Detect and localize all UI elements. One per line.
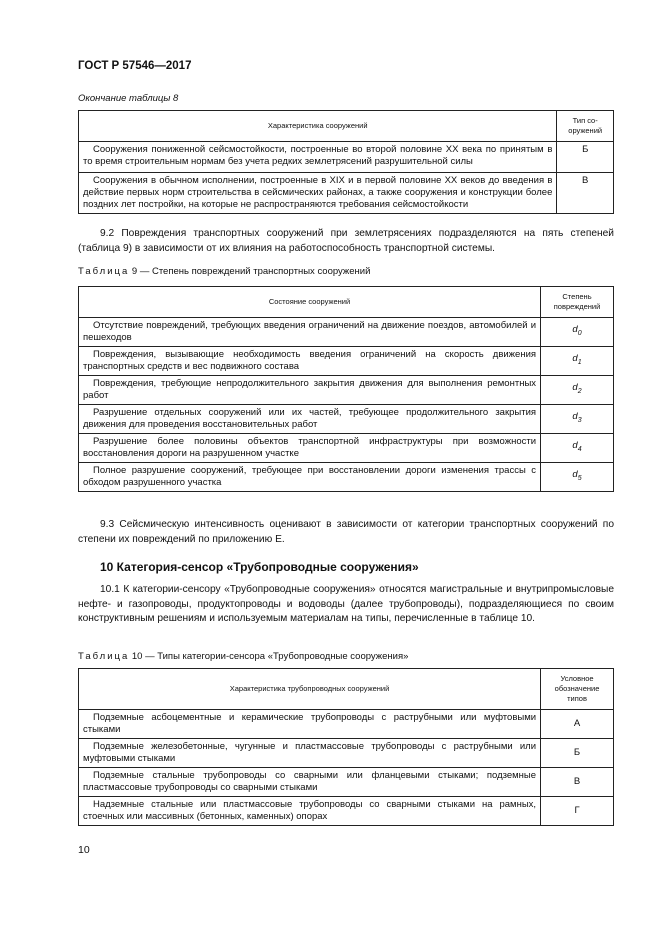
column-header: Степень повреждений (541, 287, 614, 318)
degree-index: 0 (577, 329, 582, 337)
table-cell: Надземные стальные или пластмассовые трубопроводы со сварными стыками на рамных, стоечных или массивных (бетонных, каменных) опорах (79, 797, 541, 826)
damage-degree (541, 318, 614, 347)
table-cell: Б (557, 142, 614, 173)
document-header: ГОСТ Р 57546—2017 (78, 60, 192, 72)
table-cell: Повреждения, вызывающие необходимость введения ограничений на скорость движения транспортных средств и вес подвижного состава (79, 347, 541, 376)
caption-text: 9 — Степень повреждений транспортных сооружений (131, 266, 371, 277)
paragraph-10-1: 10.1 К категории-сенсору «Трубопроводные сооружения» относятся магистральные и внутрипромысловые нефте- и газопроводы, продуктопроводы и водоводы (далее трубопроводы), подразделяющиеся по своим конструктивным решениям и используемым материалам на типы, перечисленные в таблице 10. (78, 584, 614, 624)
table-row (79, 142, 614, 173)
table-9 (78, 286, 614, 492)
table9-caption (78, 266, 370, 277)
table-row (79, 768, 614, 797)
degree-symbol: d (572, 411, 578, 423)
degree-index: 5 (577, 474, 582, 482)
damage-degree (541, 463, 614, 492)
column-header: Состояние сооружений (79, 287, 541, 318)
table-row (79, 434, 614, 463)
table-cell: Отсутствие повреждений, требующих введения ограничений на движение поездов, автомобилей и пешеходов (79, 318, 541, 347)
table-cell: Повреждения, требующие непродолжительного закрытия движения для выполнения ремонтных работ (79, 376, 541, 405)
table-header-row (79, 287, 614, 318)
table-row (79, 797, 614, 826)
table-cell: Г (541, 797, 614, 826)
section-10-title: 10 Категория-сенсор «Трубопроводные сооружения» (100, 560, 419, 574)
damage-degree (541, 434, 614, 463)
column-header: Характеристика трубопроводных сооружений (79, 669, 541, 710)
table-cell: Б (541, 739, 614, 768)
table10-caption (78, 651, 408, 662)
table-cell: В (541, 768, 614, 797)
table-8-continuation (78, 110, 614, 214)
table-cell: Разрушение отдельных сооружений или их частей, требующее продолжительного закрытия движения для проведения восстановительных работ (79, 405, 541, 434)
damage-degree (541, 347, 614, 376)
paragraph-9-2: 9.2 Повреждения транспортных сооружений при землетрясениях подразделяются на пять степеней (таблица 9) в зависимости от их влияния на работоспособность транспортной системы. (78, 228, 614, 254)
column-header: Тип со-оружений (557, 111, 614, 142)
degree-symbol: d (572, 353, 578, 365)
table-cell: Сооружения пониженной сейсмостойкости, построенные во второй половине XX века по принятым в то время строительным нормам без учета редких землетрясений разрушительной силы (79, 142, 557, 173)
table-cell: Полное разрушение сооружений, требующее при восстановлении дороги изменения трассы с обходом разрушенного участка (79, 463, 541, 492)
table-row (79, 347, 614, 376)
table-cell: А (541, 710, 614, 739)
degree-symbol: d (572, 440, 578, 452)
table-cell: Разрушение более половины объектов транспортной инфраструктуры при возможности восстановления дороги на разрушенном участке (79, 434, 541, 463)
table-cell: Сооружения в обычном исполнении, построенные в XIX и в первой половине XX веков до введения в действие первых норм строительства в сейсмических районах, а также сооружения и конструкции более поздних лет постройки, на которые не распространяются требования сейсмостойкости (79, 173, 557, 214)
table-cell: Подземные стальные трубопроводы со сварными или фланцевыми стыками; подземные пластмассовые трубопроводы со сварными стыками (79, 768, 541, 797)
degree-symbol: d (572, 469, 578, 481)
table-row (79, 710, 614, 739)
table-cell: В (557, 173, 614, 214)
table-row (79, 463, 614, 492)
table-row (79, 376, 614, 405)
column-header: Характеристика сооружений (79, 111, 557, 142)
damage-degree (541, 376, 614, 405)
column-header: Условное обозначение типов (541, 669, 614, 710)
degree-index: 1 (577, 358, 582, 366)
table-10 (78, 668, 614, 826)
damage-degree (541, 405, 614, 434)
caption-label: Таблица (78, 651, 130, 662)
page-number: 10 (78, 844, 90, 856)
table-row (79, 739, 614, 768)
table-row (79, 405, 614, 434)
table-header-row (79, 669, 614, 710)
table-row (79, 318, 614, 347)
table-row (79, 173, 614, 214)
degree-symbol: d (572, 382, 578, 394)
table-cell: Подземные асбоцементные и керамические трубопроводы с раструбными или муфтовыми стыками (79, 710, 541, 739)
degree-index: 4 (577, 445, 582, 453)
caption-text: 10 — Типы категории-сенсора «Трубопроводные сооружения» (131, 651, 409, 662)
degree-index: 2 (577, 387, 582, 395)
degree-symbol: d (572, 324, 578, 336)
table-header-row (79, 111, 614, 142)
caption-label: Таблица (78, 266, 130, 277)
degree-index: 3 (577, 416, 582, 424)
paragraph-9-3: 9.3 Сейсмическую интенсивность оценивают в зависимости от категории транспортных сооружений по степени их повреждений по приложению Е. (78, 519, 614, 545)
table-cell: Подземные железобетонные, чугунные и пластмассовые трубопроводы с раструбными или муфтовыми стыками (79, 739, 541, 768)
table8-caption: Окончание таблицы 8 (78, 93, 179, 104)
